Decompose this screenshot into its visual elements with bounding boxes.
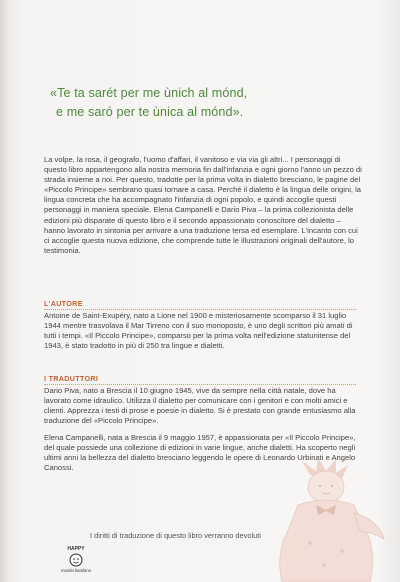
translator-piva-text bbox=[44, 386, 360, 426]
pull-quote bbox=[50, 84, 370, 122]
logo-top-text: HAPPY bbox=[67, 546, 85, 552]
author-divider bbox=[44, 309, 356, 310]
logo-bottom-text: mondo bambino bbox=[60, 568, 92, 573]
quote-line-2: e me saró per te ùnica al mónd». bbox=[56, 105, 244, 119]
intro-text bbox=[44, 155, 362, 256]
translators-divider bbox=[44, 384, 356, 385]
intro-paragraph: La volpe, la rosa, il geografo, l'uomo d'affari, il vanitoso e via via gli altri... I personaggi di questo libro appartengono alla nostra memoria fin dall'infanzia e ogni giorno l'anno un pezzo di strada insieme a noi. Per questo, tradotte per la prima volta in dialetto bresciano, le pagine del «Piccolo Principe» sembrano quasi tornare a casa. Perché il dialetto è la lingua delle origini, la lingua concreta che ha accompagnato l'infanzia di ogni popolo, e quindi accoglie questi personaggi in maniera speciale. Elena Campanelli e Dario Piva – la prima collezionista delle edizioni più disparate di questo libro e il secondo appassionato conoscitore del dialetto – hanno lavorato in sintonia per arrivare a una traduzione tersa ed esemplare. L'incanto con cui ci accoglie questa nuova edizione, che comprende tutte le illustrazioni originali dell'autore, lo testimonia. bbox=[44, 155, 362, 255]
translator-piva-paragraph: Dario Piva, nato a Brescia il 10 giugno 1945, vive da sempre nella città natale, dove ha lavorato come idraulico. Utilizza il dialetto per comunicare con i genitori e con molti amici e clienti. Apprezza i testi di prose e poesie in dialetto. Si è prestato con grande entusiasmo alla traduzione del «Piccolo Principe». bbox=[44, 386, 356, 426]
quote-line-1: «Te ta sarét per me ùnich al mónd, bbox=[50, 86, 248, 100]
author-text bbox=[44, 311, 360, 351]
rights-note: I diritti di traduzione di questo libro verranno devoluti bbox=[90, 531, 261, 540]
little-prince-illustration-icon bbox=[250, 455, 400, 582]
page-edge-shadow bbox=[0, 0, 8, 582]
translators-heading: I TRADUTTORI bbox=[44, 374, 99, 383]
author-paragraph: Antoine de Saint-Exupéry, nato a Lione nel 1900 e misteriosamente scomparso il 31 luglio 1944 mentre trasvolava il Mar Tirreno con il suo monoposto, è uno degli scrittori più amati di tutti i tempi. «Il Piccolo Principe», comparso per la prima volta nell'edizione statunitense del 1943, è stato tradotto in più di 250 tra lingue e dialetti. bbox=[44, 311, 353, 351]
publisher-logo bbox=[58, 544, 94, 574]
author-heading: L'AUTORE bbox=[44, 299, 83, 308]
translator-campanelli-paragraph: Elena Campanelli, nata a Brescia il 9 maggio 1957, è appassionata per «Il Piccolo Principe», del quale possiede una collezione di edizioni in varie lingue, anche dialetti. Ha scoperto negli ultimi anni la bellezza del dialetto bresciano leggendo le opere di Leonardo Urbinati e Angelo Canossi. bbox=[44, 433, 356, 473]
